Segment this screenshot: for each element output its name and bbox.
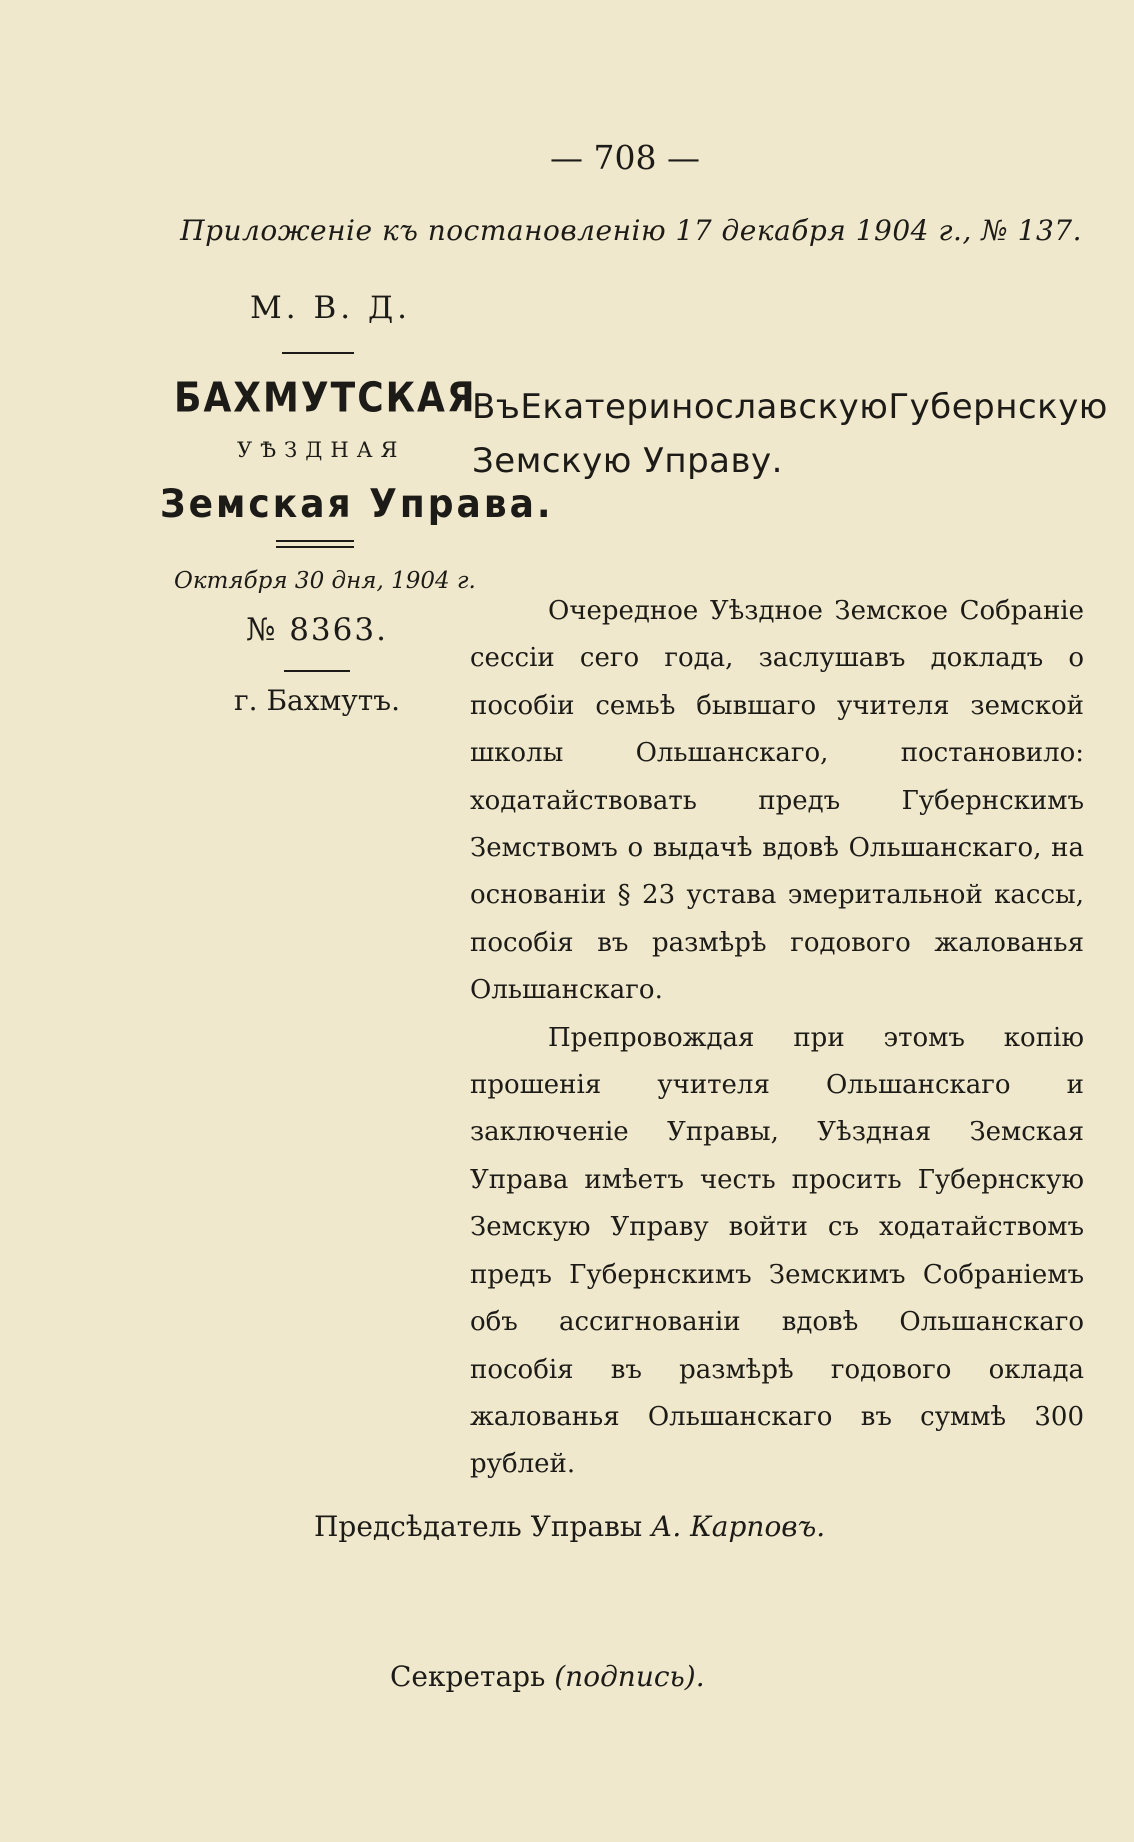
secretary-label: Секретарь <box>390 1660 546 1693</box>
sender-name: БАХМУТСКАЯ <box>174 374 477 423</box>
chairman-signature <box>314 1510 825 1543</box>
letter-body <box>470 588 1084 1489</box>
letter-date: Октября 30 дня, 1904 г. <box>174 568 476 594</box>
chairman-label: Предсѣдатель Управы <box>314 1510 643 1543</box>
secretary-signature <box>390 1660 705 1693</box>
sender-district: УѢЗДНАЯ <box>237 438 406 462</box>
letter-number: № 8363. <box>246 612 388 648</box>
chairman-name: А. Карповъ. <box>651 1510 826 1543</box>
divider-rule-double <box>276 540 354 542</box>
letter-city: г. Бахмутъ. <box>234 684 400 717</box>
sender-board: Земская Управа. <box>160 481 554 528</box>
paragraph: Очередное Уѣздное Земское Собраніе сессіи сего года, заслушавъ докладъ о пособіи семьѣ бывшаго учителя земской школы Ольшанскаго, постановило: ходатайствовать предъ Губернскимъ Земствомъ о выдачѣ вдовѣ Ольшанскаго, на основаніи § 23 устава эмеритальной кассы, пособія въ размѣрѣ годового жалованья Ольшанскаго. <box>470 596 1084 1006</box>
divider-rule <box>282 352 354 354</box>
addressee: ВъЕкатеринославскуюГубернскую Земскую Управу. <box>472 387 1108 481</box>
divider-rule-double <box>276 546 354 548</box>
divider-rule <box>284 670 350 672</box>
paragraph: Препровождая при этомъ копію прошенія учителя Ольшанскаго и заключеніе Управы, Уѣздная Земская Управа имѣетъ честь просить Губернскую Земскую Управу войти съ ходатайствомъ предъ Губернскимъ Земскимъ Собраніемъ объ ассигнованіи вдовѣ Ольшанскаго пособія въ размѣрѣ годового оклада жалованья Ольшанскаго въ суммѣ 300 рублей. <box>470 1022 1084 1480</box>
secretary-sign: (подпись). <box>554 1660 705 1693</box>
ministry-header: М. В. Д. <box>250 290 411 326</box>
appendix-line: Приложеніе къ постановленію 17 декабря 1904 г., № 137. <box>180 214 1082 247</box>
page-number: — 708 — <box>550 138 700 177</box>
